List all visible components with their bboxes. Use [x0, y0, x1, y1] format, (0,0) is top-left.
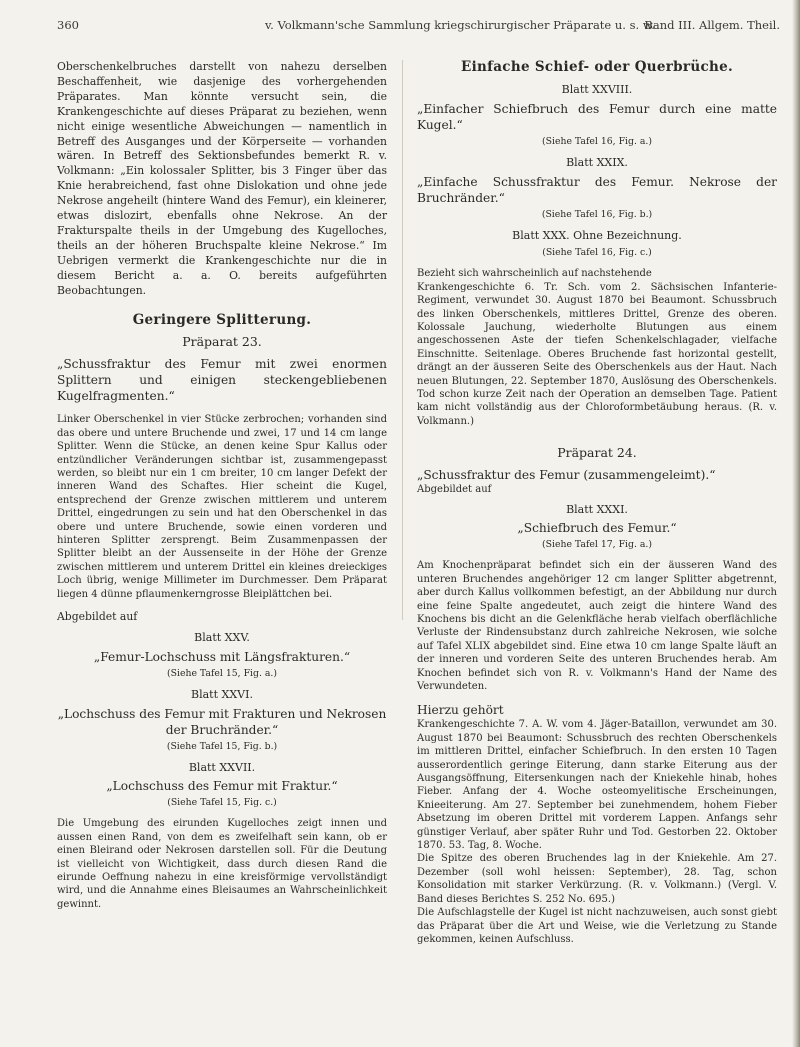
aufschlagstelle-paragraph: Die Aufschlagstelle der Kugel ist nicht nachzuweisen, auch sonst giebt das Präparat über die Art und Weise, wie die Verletzung zu Stande gekommen, keinen Aufschluss.	[417, 907, 777, 945]
preparat-24-heading: Präparat 24.	[557, 445, 637, 461]
preparat-23-description: Linker Oberschenkel in vier Stücke zerbrochen; vorhanden sind das obere und untere Bruchende und zwei, 17 und 14 cm lange Splitter. Wenn die Stücke, an denen keine Spur Kallus oder entzündlicher Veränderungen sichtbar ist, zusammengepasst werden, so bleibt nur ein 1 cm breiter, 10 cm langer Defekt der inneren Wand des Schaftes. Hier scheint die Kugel, entsprechend der Grenze zwischen mittlerem und unterem Drittel, eingedrungen zu sein und hat den Oberschenkel in das obere und untere Bruchende, sowie einen vorderen und hinteren Splitter zersprengt. Beim Zusammenpassen der Splitter bleibt an der Aussenseite in der Höhe der Grenze zwischen mittlerem und unterem Drittel ein kleines dreieckiges Loch übrig, wenige Millimeter im Durchmesser. Dem Präparat liegen 4 dünne pflaumenkerngrosse Bleiplättchen bei.	[57, 414, 387, 600]
left-column	[57, 60, 387, 911]
blatt-xxix-title: „Einfache Schussfraktur des Femur. Nekrose der Bruchränder.“	[417, 174, 777, 205]
spitze-paragraph: Die Spitze des oberen Bruchendes lag in der Kniekehle. Am 27. Dezember (soll wohl heissen: September), 28. Tag, schon Konsolidation mit starker Verkürzung. (R. v. Volkmann.) (Vergl. V. Band dieses Berichtes S. 252 No. 695.)	[417, 853, 777, 905]
running-header	[57, 18, 780, 40]
blatt-xxxi-title: „Schiefbruch des Femur.“	[517, 521, 677, 536]
blatt-xxvii: Blatt XXVII.	[188, 760, 256, 774]
header-volume: Band III. Allgem. Theil.	[644, 18, 780, 32]
section-heading-geringere-splitterung: Geringere Splitterung.	[132, 311, 312, 328]
blatt-xxxi-ref: (Siehe Tafel 17, Fig. a.)	[542, 539, 652, 551]
preparat-24-title: „Schussfraktur des Femur (zusammengeleimt).“	[417, 468, 716, 483]
abgebildet-label-right: Abgebildet auf	[417, 484, 492, 496]
blatt-xxv: Blatt XXV.	[194, 630, 250, 644]
blatt-xxviii-ref: (Siehe Tafel 16, Fig. a.)	[542, 135, 652, 147]
knochenpraeparat-paragraph: Am Knochenpräparat befindet sich ein der äusseren Wand des unteren Bruchendes angehöriger 12 cm langer Splitter abgetrennt, aber durch Kallus vollkommen befestigt, an der Abbildung nur durch eine feine Spalte angedeutet, auch zeigt die hintere Wand des Knochens bis dicht an die Gelenkfläche herab vielfach oberflächliche Verluste der Rindensubstanz durch zahlreiche Nekrosen, wie solche auf Tafel XLIX abgebildet sind. Eine etwa 10 cm lange Spalte läuft an der inneren und vorderen Seite des unteren Bruchendes herab. Am Knochen befindet sich von R. v. Volkmann's Hand der Name des Verwundeten.	[417, 560, 777, 692]
blatt-xxxi: Blatt XXXI.	[566, 502, 628, 516]
blatt-xxv-title: „Femur-Lochschuss mit Längsfrakturen.“	[93, 649, 351, 664]
header-title: v. Volkmann'sche Sammlung kriegschirurgischer Präparate u. s. w.	[265, 18, 655, 32]
abgebildet-label: Abgebildet auf	[57, 610, 138, 623]
preparat-23-heading: Präparat 23.	[182, 334, 262, 350]
paragraph-continuation: Oberschenkelbruches darstellt von nahezu derselben Beschaffenheit, wie dasjenige des vorhergehenden Präparates. Man könnte versucht sein, die Krankengeschichte auf dieses Präparat zu beziehen, wenn nicht einige wesentliche Abweichungen — namentlich in Betreff des Ausganges und der Körperseite — vorhanden wären. In Betreff des Sektionsbefundes bemerkt R. v. Volkmann: „Ein kolossaler Splitter, bis 3 Finger über das Knie herabreichend, fast ohne Dislokation und ohne jede Nekrose angeheilt (hintere Wand des Femur), ein kleinerer, etwas dislozirt, ebenfalls ohne Nekrose. An der Frakturspalte theils in der Umgebung des Kugelloches, theils an der höheren Bruchspalte kleine Nekrose.“ Im Uebrigen vermerkt die Krankengeschichte nur die in diesem Bericht a. a. O. bereits aufgeführten Beobachtungen.	[57, 60, 387, 297]
blatt-xxix-ref: (Siehe Tafel 16, Fig. b.)	[541, 208, 653, 220]
blatt-xxvi-title: „Lochschuss des Femur mit Frakturen und Nekrosen der Bruchränder.“	[57, 706, 387, 737]
blatt-xxx: Blatt XXX. Ohne Bezeichnung.	[512, 228, 682, 242]
blatt-xxviii: Blatt XXVIII.	[561, 82, 633, 96]
page-number: 360	[57, 18, 79, 32]
blatt-xxvii-ref: (Siehe Tafel 15, Fig. c.)	[167, 797, 277, 809]
blatt-xxvi-ref: (Siehe Tafel 15, Fig. b.)	[166, 740, 278, 752]
bezieht-line: Bezieht sich wahrscheinlich auf nachstehende	[417, 268, 652, 280]
krankengeschichte-6: Krankengeschichte 6. Tr. Sch. vom 2. Sächsischen Infanterie-Regiment, verwundet 30. August 1870 bei Beaumont. Schussbruch des linken Oberschenkels, mittleres Drittel, Grenze des oberen. Kolossale Jauchung, wiederholte Blutungen aus einem angeschossenen Aste der tiefen Schenkelschlagader, vielfache Einschnitte. Seitenlage. Oberes Bruchende fast horizontal gestellt, drängt an der äusseren Seite des Oberschenkels aus der Haut. Nach neuen Blutungen, 22. September 1870, Auslösung des Oberschenkels. Tod schon kurze Zeit nach der Operation an demselben Tage. Patient kam nicht vollständig aus der Chloroformbetäubung heraus. (R. v. Volkmann.)	[417, 281, 777, 427]
blatt-xxvi: Blatt XXVI.	[191, 687, 253, 701]
kugelloch-paragraph: Die Umgebung des eirunden Kugelloches zeigt innen und aussen einen Rand, von dem es zweifelhaft sein kann, ob er einen Bleirand oder Nekrosen darstellen soll. Für die Deutung ist vielleicht von Wichtigkeit, dass durch diesen Rand die eirunde Oeffnung nahezu in eine kreisförmige vervollständigt wird, und die Annahme eines Bleisaumes an Wahrscheinlichkeit gewinnt.	[57, 818, 387, 910]
preparat-23-title: „Schussfraktur des Femur mit zwei enormen Splittern und einigen steckengebliebenen Kugelfragmenten.“	[57, 357, 387, 404]
blatt-xxv-ref: (Siehe Tafel 15, Fig. a.)	[167, 667, 277, 679]
column-divider	[402, 60, 403, 620]
blatt-xxviii-title: „Einfacher Schiefbruch des Femur durch eine matte Kugel.“	[417, 101, 777, 132]
blatt-xxix: Blatt XXIX.	[566, 155, 628, 169]
right-column	[417, 60, 777, 946]
section-heading-einfache-brueche: Einfache Schief- oder Querbrüche.	[461, 59, 733, 75]
krankengeschichte-7: Krankengeschichte 7. A. W. vom 4. Jäger-Bataillon, verwundet am 30. August 1870 bei Beaumont: Schussbruch des rechten Oberschenkels im mittleren Drittel, einfacher Schiefbruch. In den ersten 10 Tagen ausserordentlich geringe Eiterung, dann starke Eiterung aus der Ausgangsöffnung, Eitersenkungen nach der Kniekehle hinab, hohes Fieber. Anfang der 4. Woche osteomyelitische Erscheinungen, Knieeiterung. Am 27. September bei zunehmendem, hohem Fieber Absetzung im oberen Drittel mit vorderem Lappen. Anfangs sehr günstiger Verlauf, aber später Ruhr und Tod. Gestorben 22. Oktober 1870. 53. Tag, 8. Woche.	[417, 719, 777, 852]
hierzu-gehoert: Hierzu gehört	[417, 703, 504, 718]
blatt-xxvii-title: „Lochschuss des Femur mit Fraktur.“	[106, 779, 338, 794]
blatt-xxx-ref: (Siehe Tafel 16, Fig. c.)	[542, 247, 652, 259]
page-edge-shadow	[792, 0, 800, 1047]
